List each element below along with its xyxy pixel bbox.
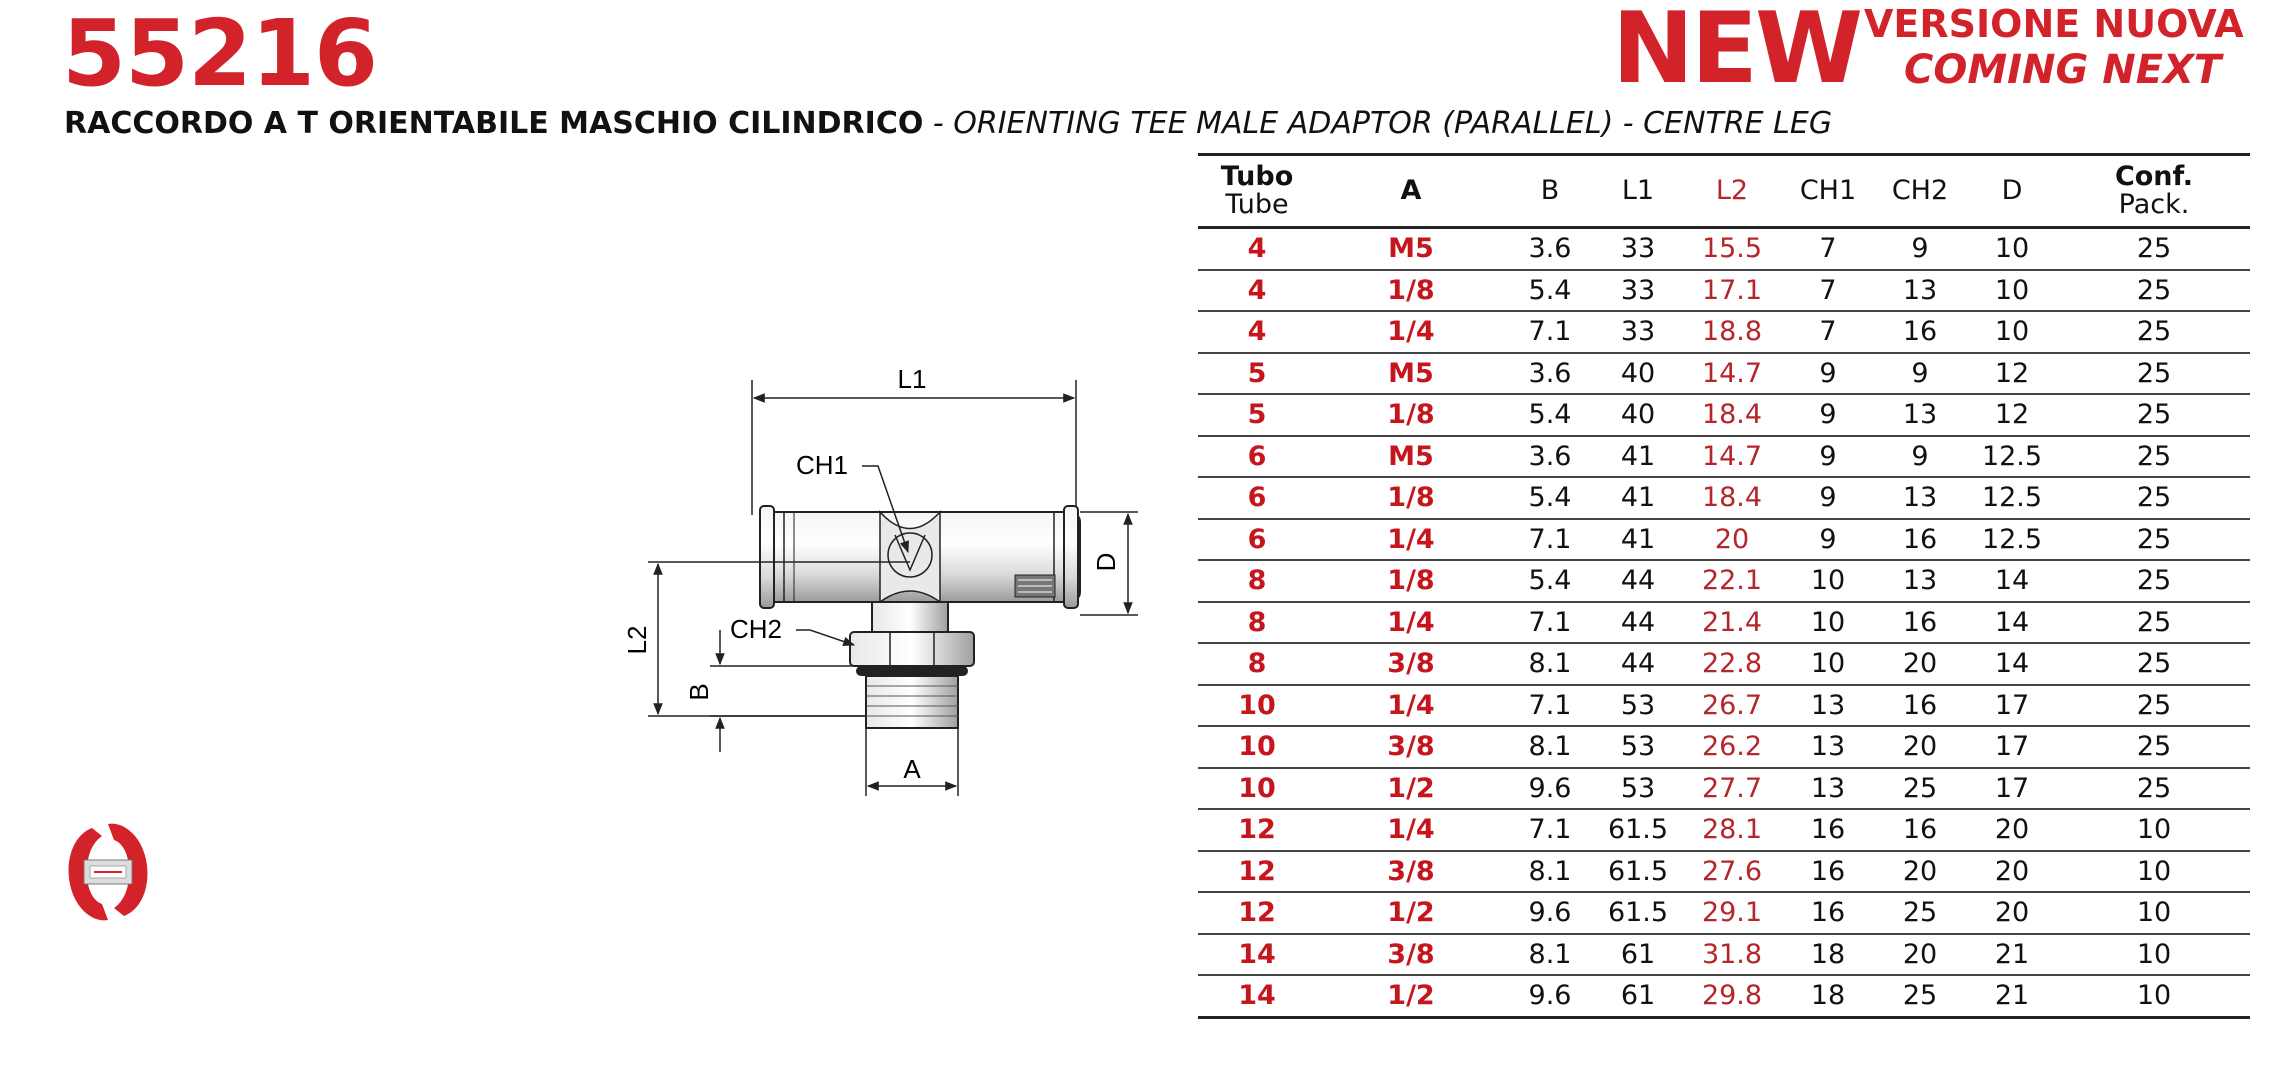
cell-d: 12 — [1966, 353, 2058, 395]
column-header-l1: L1 — [1594, 155, 1682, 228]
cell-l1: 61 — [1594, 934, 1682, 976]
ch1-label: CH1 — [796, 450, 849, 480]
cell-b: 7.1 — [1506, 602, 1594, 644]
cell-ch1: 13 — [1782, 768, 1874, 810]
cell-tube: 10 — [1198, 685, 1316, 727]
table-row — [1198, 602, 2250, 644]
cell-ch1: 10 — [1782, 560, 1874, 602]
cell-ch2: 9 — [1874, 353, 1966, 395]
table-row — [1198, 477, 2250, 519]
new-badge: NEW — [1612, 0, 1861, 106]
cell-l2: 14.7 — [1682, 353, 1782, 395]
cell-d: 10 — [1966, 228, 2058, 270]
cell-d: 14 — [1966, 602, 2058, 644]
cell-a: M5 — [1316, 228, 1506, 270]
cell-ch1: 10 — [1782, 643, 1874, 685]
cell-l1: 61.5 — [1594, 851, 1682, 893]
cell-ch1: 18 — [1782, 934, 1874, 976]
table-header-row — [1198, 155, 2250, 228]
cell-b: 3.6 — [1506, 436, 1594, 478]
cell-a: 1/2 — [1316, 892, 1506, 934]
cell-l2: 18.4 — [1682, 394, 1782, 436]
cell-b: 3.6 — [1506, 353, 1594, 395]
cell-tube: 8 — [1198, 602, 1316, 644]
cell-ch1: 13 — [1782, 685, 1874, 727]
cell-pack: 25 — [2058, 394, 2250, 436]
cell-pack: 25 — [2058, 602, 2250, 644]
cell-pack: 25 — [2058, 436, 2250, 478]
cell-b: 9.6 — [1506, 892, 1594, 934]
cell-l1: 41 — [1594, 477, 1682, 519]
table-row — [1198, 685, 2250, 727]
cell-l1: 53 — [1594, 768, 1682, 810]
cell-a: 3/8 — [1316, 934, 1506, 976]
cell-a: 1/4 — [1316, 809, 1506, 851]
cell-pack: 25 — [2058, 311, 2250, 353]
cell-pack: 25 — [2058, 353, 2250, 395]
cell-tube: 4 — [1198, 228, 1316, 270]
table-row — [1198, 892, 2250, 934]
cell-l2: 21.4 — [1682, 602, 1782, 644]
cell-ch1: 9 — [1782, 477, 1874, 519]
cell-l2: 31.8 — [1682, 934, 1782, 976]
cell-ch2: 20 — [1874, 643, 1966, 685]
cell-pack: 25 — [2058, 643, 2250, 685]
cell-l2: 27.6 — [1682, 851, 1782, 893]
product-title-english: - ORIENTING TEE MALE ADAPTOR (PARALLEL) - CENTRE LEG — [923, 106, 1833, 141]
cell-ch2: 13 — [1874, 270, 1966, 312]
cell-l1: 41 — [1594, 519, 1682, 561]
column-header-pack: Conf. Pack. — [2058, 155, 2250, 228]
versione-nuova-label: VERSIONE NUOVA — [1864, 2, 2244, 46]
cell-l1: 40 — [1594, 353, 1682, 395]
cell-ch1: 9 — [1782, 353, 1874, 395]
table-row — [1198, 270, 2250, 312]
cell-tube: 10 — [1198, 768, 1316, 810]
cell-l2: 17.1 — [1682, 270, 1782, 312]
table-row — [1198, 560, 2250, 602]
cell-d: 21 — [1966, 975, 2058, 1017]
ch2-label: CH2 — [730, 614, 783, 644]
cell-ch2: 16 — [1874, 809, 1966, 851]
cell-a: 1/2 — [1316, 768, 1506, 810]
column-header-ch2: CH2 — [1874, 155, 1966, 228]
cell-pack: 25 — [2058, 768, 2250, 810]
cell-l1: 40 — [1594, 394, 1682, 436]
cell-d: 14 — [1966, 560, 2058, 602]
cell-d: 12 — [1966, 394, 2058, 436]
cell-l1: 61 — [1594, 975, 1682, 1017]
cell-ch2: 25 — [1874, 975, 1966, 1017]
l1-label: L1 — [897, 364, 927, 394]
cell-pack: 10 — [2058, 809, 2250, 851]
table-row — [1198, 436, 2250, 478]
o-ring — [856, 666, 968, 676]
cell-d: 17 — [1966, 768, 2058, 810]
table-row — [1198, 851, 2250, 893]
table-row — [1198, 809, 2250, 851]
cell-d: 17 — [1966, 685, 2058, 727]
cell-a: M5 — [1316, 436, 1506, 478]
cell-b: 8.1 — [1506, 851, 1594, 893]
cell-ch2: 16 — [1874, 519, 1966, 561]
cell-a: 1/8 — [1316, 560, 1506, 602]
cell-b: 8.1 — [1506, 934, 1594, 976]
cell-ch2: 9 — [1874, 436, 1966, 478]
cell-tube: 14 — [1198, 975, 1316, 1017]
cell-b: 8.1 — [1506, 726, 1594, 768]
cell-pack: 10 — [2058, 851, 2250, 893]
cell-ch2: 20 — [1874, 851, 1966, 893]
cell-d: 21 — [1966, 934, 2058, 976]
column-header-l2: L2 — [1682, 155, 1782, 228]
cell-a: 3/8 — [1316, 851, 1506, 893]
cell-ch1: 16 — [1782, 851, 1874, 893]
column-header-d: D — [1966, 155, 2058, 228]
cell-ch1: 7 — [1782, 270, 1874, 312]
cell-b: 9.6 — [1506, 975, 1594, 1017]
cell-ch1: 9 — [1782, 394, 1874, 436]
cell-pack: 25 — [2058, 270, 2250, 312]
cell-ch2: 25 — [1874, 892, 1966, 934]
cell-a: 1/4 — [1316, 685, 1506, 727]
brand-logo — [62, 820, 154, 924]
cell-b: 7.1 — [1506, 519, 1594, 561]
cell-ch1: 13 — [1782, 726, 1874, 768]
table-row — [1198, 643, 2250, 685]
cell-ch1: 16 — [1782, 892, 1874, 934]
cell-pack: 25 — [2058, 477, 2250, 519]
cell-ch1: 7 — [1782, 228, 1874, 270]
cell-ch2: 13 — [1874, 477, 1966, 519]
cell-b: 5.4 — [1506, 560, 1594, 602]
cell-l2: 22.1 — [1682, 560, 1782, 602]
table-row — [1198, 975, 2250, 1017]
cell-tube: 6 — [1198, 436, 1316, 478]
cell-pack: 25 — [2058, 726, 2250, 768]
cell-ch1: 16 — [1782, 809, 1874, 851]
cell-l2: 14.7 — [1682, 436, 1782, 478]
table-row — [1198, 394, 2250, 436]
cell-ch2: 20 — [1874, 934, 1966, 976]
cell-l2: 26.7 — [1682, 685, 1782, 727]
d-label: D — [1091, 552, 1121, 572]
thread — [866, 676, 958, 728]
cell-pack: 25 — [2058, 228, 2250, 270]
cell-l2: 28.1 — [1682, 809, 1782, 851]
cell-l1: 41 — [1594, 436, 1682, 478]
cell-ch1: 10 — [1782, 602, 1874, 644]
column-header-tube: Tubo Tube — [1198, 155, 1316, 228]
cell-tube: 12 — [1198, 809, 1316, 851]
cell-l1: 44 — [1594, 560, 1682, 602]
cell-l1: 33 — [1594, 311, 1682, 353]
cell-tube: 4 — [1198, 270, 1316, 312]
cell-d: 12.5 — [1966, 436, 2058, 478]
a-label: A — [903, 754, 921, 784]
cell-d: 14 — [1966, 643, 2058, 685]
cell-l1: 53 — [1594, 726, 1682, 768]
cell-l2: 29.8 — [1682, 975, 1782, 1017]
cell-a: 3/8 — [1316, 643, 1506, 685]
cell-b: 9.6 — [1506, 768, 1594, 810]
l2-label: L2 — [622, 625, 652, 655]
cell-ch2: 13 — [1874, 394, 1966, 436]
cell-l1: 44 — [1594, 643, 1682, 685]
cell-d: 12.5 — [1966, 477, 2058, 519]
cell-l1: 44 — [1594, 602, 1682, 644]
cell-l2: 18.4 — [1682, 477, 1782, 519]
cell-d: 10 — [1966, 311, 2058, 353]
cell-d: 20 — [1966, 851, 2058, 893]
right-collet — [1064, 506, 1078, 608]
cell-a: 1/4 — [1316, 519, 1506, 561]
ch2-leader — [796, 630, 854, 645]
cell-ch2: 16 — [1874, 311, 1966, 353]
cell-tube: 8 — [1198, 643, 1316, 685]
cell-a: 1/4 — [1316, 602, 1506, 644]
cell-tube: 10 — [1198, 726, 1316, 768]
cell-tube: 6 — [1198, 519, 1316, 561]
product-title-italian: RACCORDO A T ORIENTABILE MASCHIO CILINDRICO — [64, 106, 924, 141]
cell-l1: 61.5 — [1594, 809, 1682, 851]
table-row — [1198, 934, 2250, 976]
cell-b: 7.1 — [1506, 809, 1594, 851]
cell-tube: 8 — [1198, 560, 1316, 602]
table-row — [1198, 311, 2250, 353]
cell-l1: 33 — [1594, 228, 1682, 270]
cell-pack: 10 — [2058, 934, 2250, 976]
cell-b: 5.4 — [1506, 477, 1594, 519]
cell-l2: 22.8 — [1682, 643, 1782, 685]
cell-l1: 53 — [1594, 685, 1682, 727]
cell-a: 3/8 — [1316, 726, 1506, 768]
vertical-leg — [872, 602, 948, 632]
cell-b: 3.6 — [1506, 228, 1594, 270]
cell-d: 12.5 — [1966, 519, 2058, 561]
table-body — [1198, 228, 2250, 1018]
cell-a: 1/8 — [1316, 270, 1506, 312]
cell-pack: 25 — [2058, 685, 2250, 727]
b-label: B — [684, 683, 714, 701]
cell-pack: 10 — [2058, 975, 2250, 1017]
coming-next-label: COMING NEXT — [1904, 47, 2222, 93]
product-title — [64, 106, 1832, 142]
dimensions-table — [1198, 153, 2250, 1019]
cell-tube: 5 — [1198, 394, 1316, 436]
cell-tube: 6 — [1198, 477, 1316, 519]
cell-d: 17 — [1966, 726, 2058, 768]
cell-tube: 5 — [1198, 353, 1316, 395]
product-code: 55216 — [62, 0, 378, 107]
cell-a: 1/8 — [1316, 477, 1506, 519]
cell-ch2: 16 — [1874, 685, 1966, 727]
table-row — [1198, 726, 2250, 768]
table-row — [1198, 228, 2250, 270]
cell-ch2: 20 — [1874, 726, 1966, 768]
cell-ch2: 16 — [1874, 602, 1966, 644]
table-row — [1198, 519, 2250, 561]
cell-l2: 15.5 — [1682, 228, 1782, 270]
cell-l1: 61.5 — [1594, 892, 1682, 934]
cell-l2: 20 — [1682, 519, 1782, 561]
cell-ch2: 25 — [1874, 768, 1966, 810]
cell-b: 7.1 — [1506, 685, 1594, 727]
cell-tube: 12 — [1198, 851, 1316, 893]
cell-pack: 25 — [2058, 560, 2250, 602]
cell-l2: 18.8 — [1682, 311, 1782, 353]
table-row — [1198, 353, 2250, 395]
cell-ch1: 18 — [1782, 975, 1874, 1017]
cell-d: 20 — [1966, 809, 2058, 851]
cell-d: 10 — [1966, 270, 2058, 312]
cell-l2: 29.1 — [1682, 892, 1782, 934]
cell-a: 1/8 — [1316, 394, 1506, 436]
left-collet — [760, 506, 774, 608]
cell-ch1: 9 — [1782, 436, 1874, 478]
cell-tube: 12 — [1198, 892, 1316, 934]
column-header-ch1: CH1 — [1782, 155, 1874, 228]
cell-tube: 14 — [1198, 934, 1316, 976]
ch2-hex — [850, 632, 974, 666]
cell-b: 5.4 — [1506, 270, 1594, 312]
cell-l1: 33 — [1594, 270, 1682, 312]
cell-d: 20 — [1966, 892, 2058, 934]
cell-tube: 4 — [1198, 311, 1316, 353]
cell-pack: 25 — [2058, 519, 2250, 561]
cell-l2: 27.7 — [1682, 768, 1782, 810]
column-header-b: B — [1506, 155, 1594, 228]
cell-a: 1/4 — [1316, 311, 1506, 353]
column-header-a: A — [1316, 155, 1506, 228]
table-row — [1198, 768, 2250, 810]
cell-b: 5.4 — [1506, 394, 1594, 436]
cell-a: 1/2 — [1316, 975, 1506, 1017]
fitting-technical-drawing — [610, 340, 1170, 810]
cell-l2: 26.2 — [1682, 726, 1782, 768]
cell-ch1: 7 — [1782, 311, 1874, 353]
cell-b: 8.1 — [1506, 643, 1594, 685]
cell-ch1: 9 — [1782, 519, 1874, 561]
cell-b: 7.1 — [1506, 311, 1594, 353]
cell-ch2: 9 — [1874, 228, 1966, 270]
cell-ch2: 13 — [1874, 560, 1966, 602]
cell-a: M5 — [1316, 353, 1506, 395]
cell-pack: 10 — [2058, 892, 2250, 934]
